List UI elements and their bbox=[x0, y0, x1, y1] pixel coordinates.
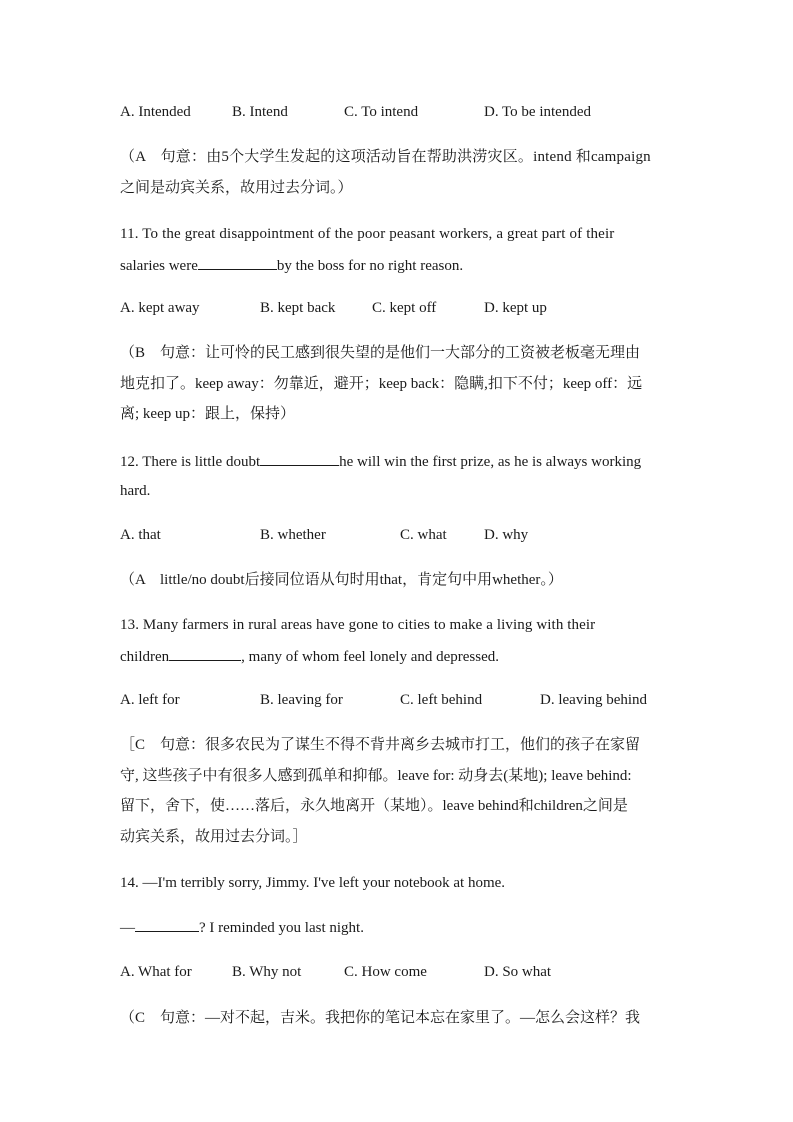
q12-option-c: C. what bbox=[400, 527, 447, 543]
q11-option-b: B. kept back bbox=[260, 300, 336, 316]
q11-explanation-line-3: 离; keep up：跟上，保持） bbox=[120, 406, 295, 422]
q12-answer-blank bbox=[260, 451, 339, 466]
q14-stem-after-blank: ? I reminded you last night. bbox=[199, 920, 364, 936]
q11-explanation-line-1: （B 句意：让可怜的民工感到很失望的是他们一大部分的工资被老板毫无理由 bbox=[120, 345, 641, 361]
q14-explanation-line-1: （C 句意：—对不起，吉米。我把你的笔记本忘在家里了。—怎么会这样？我 bbox=[120, 1010, 641, 1026]
q14-option-d: D. So what bbox=[484, 964, 552, 980]
q13-stem-before-blank: children bbox=[120, 649, 170, 665]
q13-explanation-line-1: ［C 句意：很多农民为了谋生不得不背井离乡去城市打工，他们的孩子在家留 bbox=[120, 737, 641, 753]
q10-option-a: A. Intended bbox=[120, 104, 191, 120]
q14-option-a: A. What for bbox=[120, 964, 192, 980]
q11-answer-blank bbox=[198, 255, 277, 270]
q11-explanation-line-2: 地克扣了。keep away：勿靠近，避开；keep back：隐瞒,扣下不付；keep off：远 bbox=[120, 376, 643, 392]
q12-option-d: D. why bbox=[484, 527, 529, 543]
q11-stem-after-blank: by the boss for no right reason. bbox=[276, 258, 464, 274]
q12-stem-line-2: hard. bbox=[120, 483, 151, 499]
q13-answer-blank bbox=[169, 646, 241, 661]
q13-explanation-line-4: 动宾关系，故用过去分词。］ bbox=[120, 829, 308, 845]
q13-option-b: B. leaving for bbox=[260, 692, 343, 708]
q14-stem-line-2 bbox=[120, 917, 364, 938]
q13-stem-after-blank: , many of whom feel lonely and depressed. bbox=[241, 649, 499, 665]
q12-stem-after-blank: he will win the first prize, as he is always working bbox=[339, 454, 642, 470]
q14-stem-line-1: 14. —I'm terribly sorry, Jimmy. I've left your notebook at home. bbox=[120, 875, 506, 891]
q11-stem-before-blank: salaries were bbox=[120, 258, 198, 274]
q11-option-d: D. kept up bbox=[484, 300, 547, 316]
q10-explanation-line-2: 之间是动宾关系，故用过去分词。） bbox=[120, 180, 353, 196]
q10-option-d: D. To be intended bbox=[484, 104, 591, 120]
q12-option-b: B. whether bbox=[260, 527, 326, 543]
q12-option-a: A. that bbox=[120, 527, 161, 543]
q14-answer-blank bbox=[135, 917, 199, 932]
q12-explanation-line-1: （A little/no doubt后接同位语从句时用that，肯定句中用whether。） bbox=[120, 572, 563, 588]
q14-stem-before-blank: — bbox=[120, 920, 135, 936]
q11-option-c: C. kept off bbox=[372, 300, 437, 316]
q13-explanation-line-2: 守, 这些孩子中有很多人感到孤单和抑郁。leave for: 动身去(某地); leave behind: bbox=[120, 768, 632, 784]
q13-stem-line-1: 13. Many farmers in rural areas have gone to cities to make a living with their bbox=[120, 617, 596, 633]
q11-option-a: A. kept away bbox=[120, 300, 200, 316]
q13-stem-line-2 bbox=[120, 646, 499, 667]
q14-option-c: C. How come bbox=[344, 964, 427, 980]
q14-option-b: B. Why not bbox=[232, 964, 302, 980]
q13-option-d: D. leaving behind bbox=[540, 692, 648, 708]
q13-option-a: A. left for bbox=[120, 692, 180, 708]
q13-explanation-line-3: 留下，舍下，使……落后，永久地离开（某地）。leave behind和children之间是 bbox=[120, 798, 628, 814]
q12-stem-line-1 bbox=[120, 451, 641, 472]
q13-option-c: C. left behind bbox=[400, 692, 483, 708]
q12-stem-before-blank: 12. There is little doubt bbox=[120, 454, 261, 470]
q10-option-c: C. To intend bbox=[344, 104, 419, 120]
q10-option-b: B. Intend bbox=[232, 104, 288, 120]
q10-explanation-line-1: （A 句意：由5个大学生发起的这项活动旨在帮助洪涝灾区。intend 和campaign bbox=[120, 149, 651, 165]
q11-stem-line-2 bbox=[120, 255, 463, 276]
q11-stem-line-1: 11. To the great disappointment of the poor peasant workers, a great part of their bbox=[120, 226, 615, 242]
